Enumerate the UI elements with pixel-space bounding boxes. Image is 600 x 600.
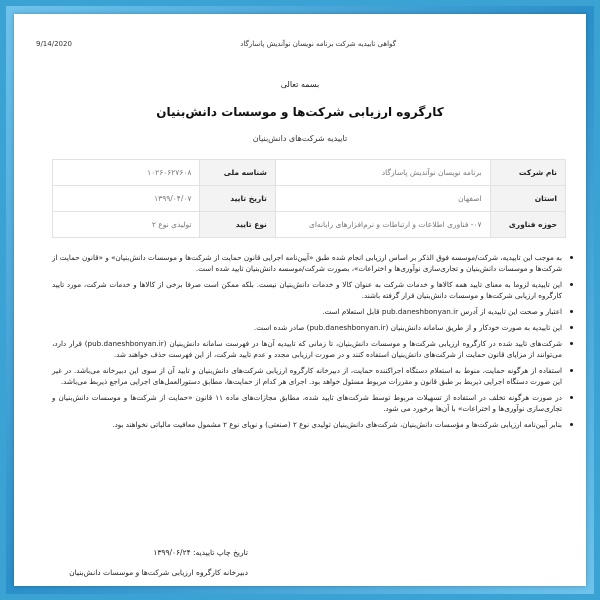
list-item: در صورت هرگونه تخلف در استفاده از تسهیلات مربوط توسط شرکت‌های تایید شده، مطابق مجازات‌های ماده ۱۱ قانون «حمایت از شرکت‌ها و موسسات دانش‌بنیان و تجاری‌سازی نوآوری‌ها و اختراعات» با آن‌ها برخورد می شود. [52, 393, 562, 413]
province-label: استان [490, 186, 565, 212]
basmala: بسمه تعالی [280, 80, 320, 89]
national-id-label: شناسه ملی [200, 160, 275, 186]
company-name-label: نام شرکت [490, 160, 565, 186]
province-value: اصفهان [275, 186, 490, 212]
header-title: گواهی تاییدیه شرکت برنامه نویسان نوآندیش پاسارگاد [240, 40, 396, 48]
list-item: بنابر آیین‌نامه ارزیابی شرکت‌ها و مؤسسات دانش‌بنیان، شرکت‌های دانش‌بنیان تولیدی نوع ۲ (صنعتی) و نوپای نوع ۲ مشمول معافیت مالیاتی نخواهند بود. [52, 419, 562, 430]
print-date: تاریخ چاپ تاییدیه: ۱۳۹۹/۰۶/۲۴ [153, 548, 248, 557]
list-item: به موجب این تاییدیه، شرکت/موسسه فوق الذکر بر اساس ارزیابی انجام شده طبق «آیین‌نامه اجرایی قانون حمایت از شرکت‌ها و موسسات دانش‌بنیان» و «قانون حمایت از شرکت‌ها و موسسات دانش‌بنیان و تجاری‌سازی نوآوری‌ها و اختراعات»، بصورت شرکت/موسسه دانش‌بنیان تایید شده است. [52, 253, 562, 273]
approval-date-label: تاریخ تایید [200, 186, 275, 212]
page-subtitle: تاییدیه شرکت‌های دانش‌بنیان [252, 134, 348, 143]
approval-date-value: ۱۳۹۹/۰۴/۰۷ [53, 186, 200, 212]
list-item: شرکت‌های تایید شده در کارگروه ارزیابی شرکت‌ها و موسسات دانش‌بنیان، تا زمانی که تاییدیه آن‌ها در فهرست سامانه دانش‌بنیان (pub.daneshbonyan.ir) قرار دارد، می‌توانند از مزایای قانون حمایت از شرکت‌های دانش‌بنیان استفاده کنند و در صورت ارزیابی مجدد و عدم تایید شرکت، از این فهرست حذف خواهند شد. [52, 339, 562, 359]
table-row [53, 212, 566, 238]
company-name-value: برنامه نویسان نوآندیش پاسارگاد [275, 160, 490, 186]
secretariat-signature: دبیرخانه کارگروه ارزیابی شرکت‌ها و موسسات دانش‌بنیان [69, 568, 248, 577]
tech-field-value: ۰۷- فناوری اطلاعات و ارتباطات و نرم‌افزارهای رایانه‌ای [275, 212, 490, 238]
national-id-value: ۱۰۲۶۰۶۲۷۶۰۸ [53, 160, 200, 186]
list-item: اعتبار و صحت این تاییدیه از آدرس pub.daneshbonyan.ir قابل استعلام است. [52, 306, 562, 317]
page-title: کارگروه ارزیابی شرکت‌ها و موسسات دانش‌بنیان [156, 105, 444, 119]
list-item: این تاییدیه به صورت خودکار و از طریق سامانه دانش‌بنیان (pub.daneshbonyan.ir) صادر شده است. [52, 322, 562, 333]
certificate-sheet [14, 14, 586, 586]
terms-list [52, 252, 576, 435]
approval-type-value: تولیدی نوع ۲ [53, 212, 200, 238]
table-row [53, 160, 566, 186]
list-item: استفاده از هرگونه حمایت، منوط به استعلام دستگاه اجراکننده حمایت، از دبیرخانه کارگروه ارزیابی شرکت‌های دانش‌بنیان و تایید آن از سوی این دبیرخانه می‌باشد. در غیر این صورت دستگاه اجرایی ذیربط بر طبق قانون و مقررات مربوط مسئول خواهد بود. اجرای هر کدام از حمایت‌ها، مطابق دستورالعمل‌های اجرایی مراجع ذیربط می‌باشد. [52, 366, 562, 386]
header-date: 9/14/2020 [36, 40, 72, 48]
list-item: این تاییدیه لزوما به معنای تایید همه کالاها و خدمات شرکت به عنوان کالا و خدمات دانش‌بنیان نیست. بلکه ممکن است صرفا برخی از کالاها و خدمات شرکت، مورد تایید کارگروه ارزیابی شرکت‌ها و موسسات دانش‌بنیان قرار گرفته باشند. [52, 280, 562, 300]
approval-type-label: نوع تایید [200, 212, 275, 238]
company-info-table [52, 159, 566, 238]
table-row [53, 186, 566, 212]
tech-field-label: حوزه فناوری [490, 212, 565, 238]
